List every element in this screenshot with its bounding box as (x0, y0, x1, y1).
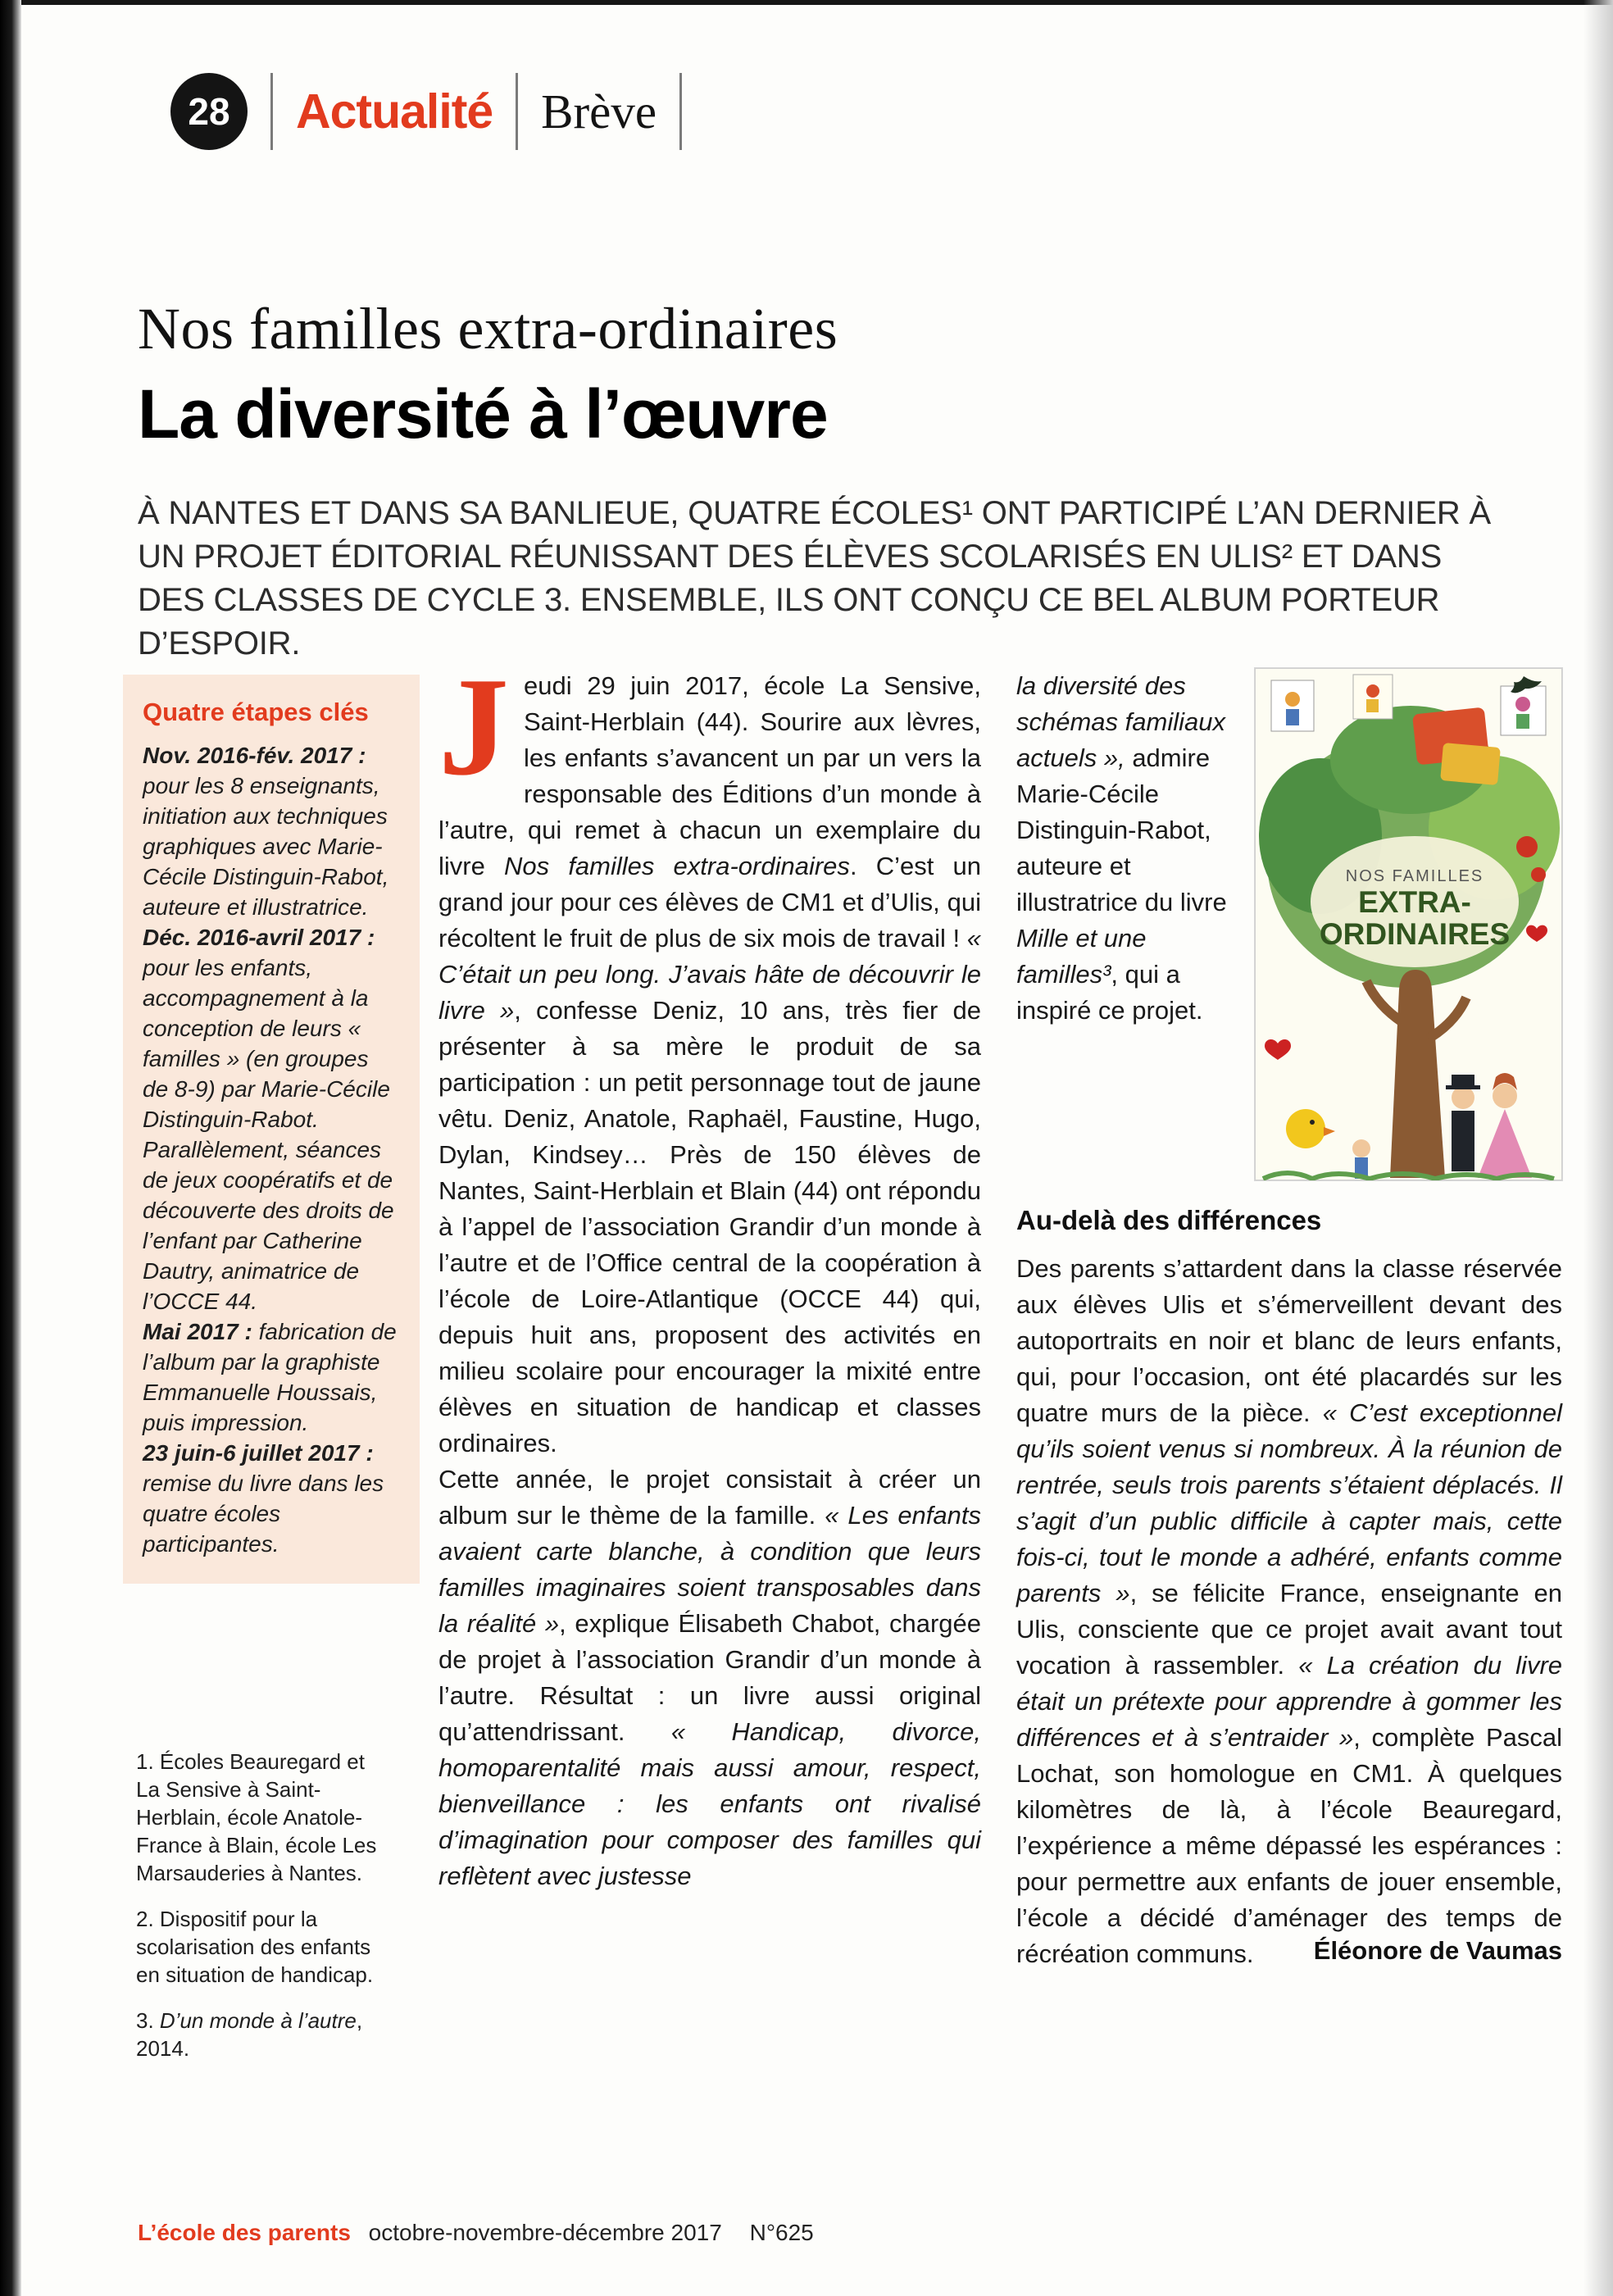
footnotes (123, 1748, 393, 2062)
page-number-badge (170, 73, 248, 150)
red-apple (1531, 867, 1546, 882)
article-paragraph: la diversité des schémas familiaux actuels », admire Marie-Cécile Distinguin-Rabot, auteure et illustratrice du livre Mille et une familles³, qui a inspiré ce projet. (1016, 671, 1227, 1025)
masthead (138, 295, 1515, 666)
article-standfirst: À NANTES ET DANS SA BANLIEUE, QUATRE ÉCOLES¹ ONT PARTICIPÉ L’AN DERNIER À UN PROJET ÉDITORIAL RÉUNISSANT DES ÉLÈVES SCOLARISÉS EN ULIS² ET DANS DES CLASSES DE CYCLE 3. ENSEMBLE, ILS ONT CONÇU CE BEL ALBUM PORTEUR D’ESPOIR. (138, 495, 1492, 662)
child-drawing-figure (1366, 684, 1379, 698)
yellow-shape (1440, 743, 1501, 785)
page-number: 28 (188, 90, 230, 133)
child-drawing-figure (1515, 697, 1530, 712)
byline: Éléonore de Vaumas (1313, 1936, 1562, 1965)
article-paragraph (438, 649, 981, 1462)
cover-title-line1: NOS FAMILLES (1345, 867, 1484, 885)
article-paragraph: Des parents s’attardent dans la classe réservée aux élèves Ulis et s’émerveillent devant des autoportraits en noir et blanc de leurs enfants, qui, pour l’occasion, ont été placardés sur les quatre murs de la pièce. « C’est exceptionnel qu’ils soient venus si nombreux. À la réunion de rentrée, seuls trois parents s’étaient déplacés. Il s’agit d’un public difficile à capter mais, cette fois-ci, tout le monde a adhéré, enfants comme parents », se félicite France, enseignante en Ulis, consciente que ce projet avait avant tout vocation à rassembler. « La création du livre était un prétexte pour apprendre à gommer les différences et à s’entraider », complète Pascal Lochat, son homologue en CM1. À quelques kilomètres de là, à l’école Beauregard, l’expérience a même dépassé les espérances : pour permettre aux enfants de jouer ensemble, l’école a décidé d’aménager des temps de récréation communs. (1016, 1254, 1563, 1968)
header-divider (516, 73, 518, 150)
article-column-right (1016, 668, 1562, 1966)
article-column-middle (438, 649, 982, 1894)
header-divider (270, 73, 273, 150)
child-figure-head (1352, 1139, 1370, 1157)
child-drawing-figure (1366, 699, 1379, 712)
magazine-name: L’école des parents (138, 2220, 351, 2245)
scan-edge-top (16, 0, 1613, 5)
issue-date: octobre-novembre-décembre 2017 (368, 2220, 722, 2245)
article-paragraph: Cette année, le projet consistait à créer un album sur le thème de la famille. « Les enfants avaient carte blanche, à condition que leurs familles imaginaires soient transposables dans la réalité », explique Élisabeth Chabot, chargée de projet à l’association Grandir d’un monde à l’autre. Résultat : un livre aussi original qu’attendrissant. « Handicap, divorce, homoparentalité mais aussi amour, respect, bienveillance : les enfants ont rivalisé d’imagination pour composer des familles qui reflètent avec justesse (438, 1465, 982, 1890)
footnote: 3. D’un monde à l’autre, 2014. (136, 2008, 363, 2061)
right-column-top-row (1016, 668, 1562, 1180)
key-step: Nov. 2016-fév. 2017 : pour les 8 enseignants, initiation aux techniques graphiques avec Marie-Cécile Distinguin-Rabot, auteure et illustratrice. (143, 743, 389, 920)
article-kicker-title: Nos familles extra-ordinaires (138, 296, 838, 361)
cover-title-line3: ORDINAIRES (1319, 917, 1511, 951)
key-step: 23 juin-6 juillet 2017 : remise du livre dans les quatre écoles participantes. (143, 1440, 384, 1557)
child-drawing-figure (1285, 692, 1300, 707)
child-drawing-figure (1516, 714, 1529, 729)
bride-head (1493, 1084, 1517, 1108)
chick-eye (1310, 1120, 1315, 1125)
cover-title-line2: EXTRA- (1358, 885, 1471, 919)
page-footer (138, 2220, 814, 2246)
book-cover-photo (1255, 668, 1562, 1180)
key-steps-title: Quatre étapes clés (143, 698, 369, 726)
section-label: Actualité (296, 84, 493, 139)
rubric-label: Brève (541, 84, 657, 139)
chick-figure (1286, 1109, 1325, 1148)
groom-figure (1452, 1111, 1474, 1171)
top-hat-brim (1446, 1085, 1480, 1089)
issue-number: N°625 (749, 2220, 814, 2245)
child-drawing-figure (1286, 709, 1299, 725)
dropcap: J (438, 649, 509, 805)
sidebar (123, 675, 420, 2080)
red-apple (1516, 836, 1538, 857)
key-step: Mai 2017 : fabrication de l’album par la graphiste Emmanuelle Houssais, puis impression. (143, 1319, 397, 1435)
top-hat (1452, 1075, 1474, 1087)
key-step: Déc. 2016-avril 2017 : pour les enfants, accompagnement à la conception de leurs « familles » (en groupes de 8-9) par Marie-Cécile Distinguin-Rabot. Parallèlement, séances de jeux coopératifs et de découverte des droits de l’enfant par Catherine Dautry, animatrice de l’OCCE 44. (143, 925, 394, 1314)
header-divider (679, 73, 682, 150)
key-steps-box (123, 675, 420, 1584)
groom-head (1452, 1086, 1474, 1109)
article-main-title: La diversité à l’œuvre (138, 375, 828, 452)
scan-edge-right (1583, 0, 1613, 2296)
footnote: 1. Écoles Beauregard et La Sensive à Saint-Herblain, école Anatole-France à Blain, école Les Marsauderies à Nantes. (136, 1749, 377, 1885)
paragraph-text: eudi 29 juin 2017, école La Sensive, Saint-Herblain (44). Sourire aux lèvres, les enfants s’avancent un par un vers la responsable des Éditions d’un monde à l’autre, qui remet à chacun un exemplaire du livre Nos familles extra-ordinaires. C’est un grand jour pour ces élèves de CM1 et d’Ulis, qui récoltent le fruit de plus de six mois de travail ! « C’était un peu long. J’avais hâte de découvrir le livre », confesse Deniz, 10 ans, très fier de présenter à sa mère le produit de sa participation : un petit personnage tout de jaune vêtu. Deniz, Anatole, Raphaël, Faustine, Hugo, Dylan, Kindsey… Près de 150 élèves de Nantes, Saint-Herblain et Blain (44) ont répondu à l’appel de l’association Grandir d’un monde à l’autre et de l’Office central de la coopération à l’école de Loire-Atlantique (OCCE 44) qui, depuis huit ans, proposent des activités en milieu scolaire pour encourager la mixité entre élèves en situation de handicap et classes ordinaires. (438, 671, 981, 1457)
footnote: 2. Dispositif pour la scolarisation des enfants en situation de handicap. (136, 1907, 374, 1987)
scan-edge-left (0, 0, 21, 2296)
book-cover-illustration (1255, 668, 1562, 1180)
section-heading: Au-delà des différences (1016, 1205, 1322, 1235)
page-header (170, 70, 705, 152)
